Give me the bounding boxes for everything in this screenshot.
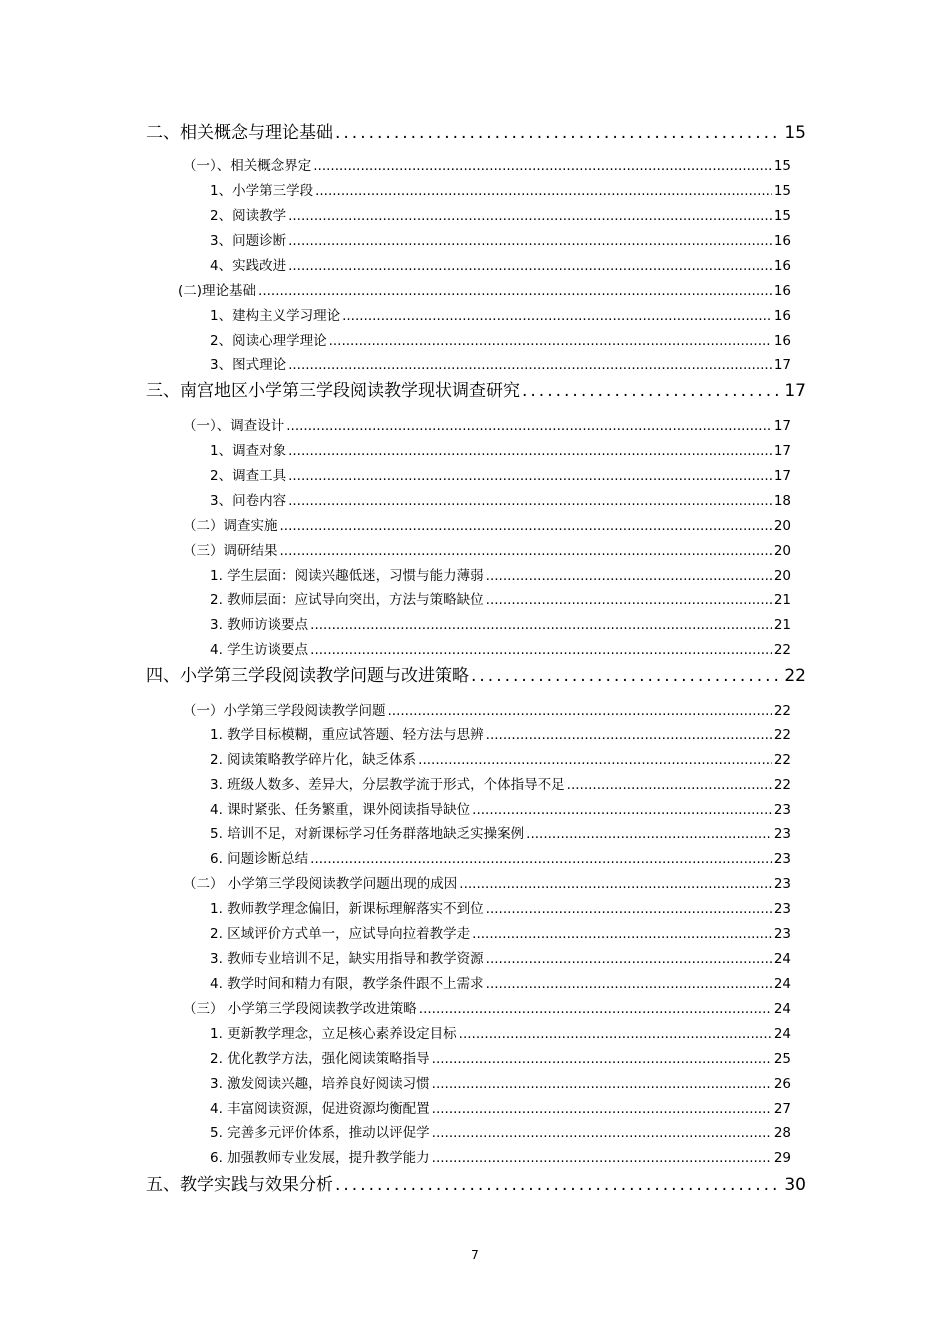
toc-entry[interactable]	[210, 1072, 791, 1092]
toc-entry-title: 2、阅读心理学理论	[210, 333, 327, 349]
toc-entry-page: 23	[773, 876, 791, 892]
toc-entry-page: 22	[773, 642, 791, 658]
toc-entry[interactable]	[146, 661, 806, 686]
toc-entry-page: 16	[773, 308, 791, 324]
toc-entry-title: （二）调查实施	[183, 518, 278, 534]
toc-entry[interactable]	[210, 1121, 791, 1141]
toc-entry[interactable]	[210, 748, 791, 768]
toc-entry-title: （一）、调查设计	[183, 418, 285, 434]
toc-entry[interactable]	[210, 564, 791, 584]
toc-entry[interactable]	[210, 847, 791, 867]
toc-entry-title: 4、实践改进	[210, 258, 287, 274]
toc-dot-leader	[472, 926, 772, 942]
toc-dot-leader	[310, 851, 772, 867]
toc-entry[interactable]	[146, 376, 806, 401]
toc-dot-leader	[329, 333, 772, 349]
toc-dot-leader	[288, 208, 772, 224]
toc-entry-page: 24	[773, 1001, 791, 1017]
toc-entry-page: 16	[773, 333, 791, 349]
toc-dot-leader	[486, 568, 772, 584]
toc-entry[interactable]	[210, 638, 791, 658]
toc-dot-leader	[310, 642, 772, 658]
toc-entry[interactable]	[210, 1022, 791, 1042]
toc-entry-title: 3. 班级人数多、差异大，分层教学流于形式，个体指导不足	[210, 777, 565, 793]
toc-entry[interactable]	[210, 329, 791, 349]
toc-entry-title: 1、建构主义学习理论	[210, 308, 341, 324]
toc-entry-title: （三）调研结果	[183, 543, 278, 559]
toc-entry[interactable]	[210, 897, 791, 917]
toc-entry[interactable]	[210, 464, 791, 484]
toc-entry-page: 17	[773, 357, 791, 373]
toc-entry-page: 23	[773, 901, 791, 917]
toc-dot-leader	[471, 666, 782, 686]
toc-entry[interactable]	[210, 613, 791, 633]
toc-dot-leader	[258, 283, 772, 299]
toc-entry-page: 25	[773, 1051, 791, 1067]
toc-entry-title: 五、教学实践与效果分析	[146, 1175, 333, 1195]
toc-dot-leader	[288, 493, 772, 509]
toc-entry-page: 24	[773, 976, 791, 992]
toc-entry-title: （一）、相关概念界定	[183, 158, 312, 174]
toc-dot-leader	[472, 802, 772, 818]
toc-dot-leader	[432, 1101, 772, 1117]
toc-entry-title: 4. 课时紧张、任务繁重，课外阅读指导缺位	[210, 802, 471, 818]
toc-entry-title: 1、调查对象	[210, 443, 287, 459]
toc-entry-page: 24	[773, 1026, 791, 1042]
toc-entry[interactable]	[210, 798, 791, 818]
toc-entry-title: 3、问卷内容	[210, 493, 287, 509]
toc-entry[interactable]	[210, 254, 791, 274]
toc-entry-page: 23	[773, 802, 791, 818]
toc-entry-page: 22	[773, 727, 791, 743]
toc-entry[interactable]	[210, 204, 791, 224]
toc-entry-title: 2、阅读教学	[210, 208, 287, 224]
toc-entry-title: 三、南宫地区小学第三学段阅读教学现状调查研究	[146, 381, 520, 401]
toc-entry[interactable]	[210, 822, 791, 842]
toc-entry-title: （三） 小学第三学段阅读教学改进策略	[183, 1001, 417, 1017]
toc-entry-title: 3、图式理论	[210, 357, 287, 373]
toc-entry-page: 20	[773, 543, 791, 559]
toc-dot-leader	[522, 381, 782, 401]
toc-entry-title: 3. 教师访谈要点	[210, 617, 309, 633]
toc-entry-page: 22	[773, 703, 791, 719]
toc-entry-title: 3. 教师专业培训不足，缺实用指导和教学资源	[210, 951, 484, 967]
toc-entry[interactable]	[210, 353, 791, 373]
toc-entry-page: 22	[784, 666, 806, 686]
toc-entry-title: 2. 区域评价方式单一，应试导向拉着教学走	[210, 926, 471, 942]
toc-entry[interactable]	[210, 588, 791, 608]
toc-entry[interactable]	[210, 229, 791, 249]
toc-entry[interactable]	[178, 279, 791, 299]
toc-entry[interactable]	[210, 723, 791, 743]
toc-entry[interactable]	[183, 997, 791, 1017]
toc-dot-leader	[419, 1001, 772, 1017]
toc-entry-title: 1. 更新教学理念，立足核心素养设定目标	[210, 1026, 457, 1042]
toc-entry-page: 23	[773, 851, 791, 867]
toc-entry[interactable]	[183, 414, 791, 434]
toc-entry-title: 3. 激发阅读兴趣，培养良好阅读习惯	[210, 1076, 430, 1092]
toc-entry-page: 16	[773, 283, 791, 299]
toc-entry-title: 1. 教学目标模糊，重应试答题、轻方法与思辨	[210, 727, 484, 743]
toc-entry[interactable]	[210, 1047, 791, 1067]
toc-entry-title: 2. 优化教学方法，强化阅读策略指导	[210, 1051, 430, 1067]
toc-dot-leader	[567, 777, 772, 793]
toc-dot-leader	[342, 308, 772, 324]
toc-dot-leader	[486, 976, 772, 992]
toc-entry[interactable]	[183, 872, 791, 892]
toc-dot-leader	[432, 1150, 772, 1166]
toc-entry-page: 29	[773, 1150, 791, 1166]
toc-entry-title: (二)理论基础	[178, 283, 257, 299]
toc-dot-leader	[315, 183, 772, 199]
toc-entry-page: 15	[773, 208, 791, 224]
toc-entry[interactable]	[183, 699, 791, 719]
toc-entry-title: 4. 教学时间和精力有限，教学条件跟不上需求	[210, 976, 484, 992]
toc-entry[interactable]	[146, 118, 806, 143]
toc-entry-page: 17	[773, 443, 791, 459]
toc-dot-leader	[286, 418, 772, 434]
toc-entry-page: 24	[773, 951, 791, 967]
toc-dot-leader	[526, 826, 772, 842]
toc-dot-leader	[288, 357, 772, 373]
toc-dot-leader	[459, 876, 772, 892]
toc-dot-leader	[486, 951, 772, 967]
toc-entry-title: 5. 培训不足，对新课标学习任务群落地缺乏实操案例	[210, 826, 525, 842]
toc-dot-leader	[459, 1026, 772, 1042]
toc-entry-title: 1、小学第三学段	[210, 183, 314, 199]
toc-entry-title: 二、相关概念与理论基础	[146, 123, 333, 143]
toc-entry-page: 16	[773, 233, 791, 249]
toc-entry[interactable]	[210, 773, 791, 793]
toc-entry-title: 2. 阅读策略教学碎片化，缺乏体系	[210, 752, 417, 768]
toc-entry-page: 27	[773, 1101, 791, 1117]
toc-entry-page: 15	[773, 183, 791, 199]
toc-entry[interactable]	[183, 154, 791, 174]
toc-entry-title: 4. 学生访谈要点	[210, 642, 309, 658]
toc-dot-leader	[432, 1076, 772, 1092]
toc-entry-title: 5. 完善多元评价体系，推动以评促学	[210, 1125, 430, 1141]
toc-entry-page: 17	[773, 418, 791, 434]
toc-entry-page: 23	[773, 926, 791, 942]
toc-entry-page: 17	[784, 381, 806, 401]
toc-entry[interactable]	[210, 1097, 791, 1117]
toc-dot-leader	[418, 752, 772, 768]
toc-entry-page: 15	[784, 123, 806, 143]
toc-entry[interactable]	[210, 1146, 791, 1166]
toc-dot-leader	[335, 123, 782, 143]
toc-entry-page: 21	[773, 617, 791, 633]
toc-entry-page: 22	[773, 752, 791, 768]
toc-dot-leader	[288, 258, 772, 274]
toc-entry-page: 22	[773, 777, 791, 793]
toc-entry[interactable]	[210, 304, 791, 324]
toc-dot-leader	[432, 1125, 772, 1141]
toc-entry-title: 4. 丰富阅读资源，促进资源均衡配置	[210, 1101, 430, 1117]
toc-dot-leader	[486, 727, 772, 743]
toc-dot-leader	[288, 233, 772, 249]
page-number: 7	[471, 1248, 479, 1262]
toc-dot-leader	[388, 703, 772, 719]
toc-entry[interactable]	[210, 922, 791, 942]
toc-entry-title: 四、小学第三学段阅读教学问题与改进策略	[146, 666, 469, 686]
toc-dot-leader	[288, 468, 772, 484]
toc-dot-leader	[432, 1051, 772, 1067]
toc-dot-leader	[313, 158, 772, 174]
toc-entry-title: 2. 教师层面：应试导向突出，方法与策略缺位	[210, 592, 484, 608]
toc-entry-title: 1. 教师教学理念偏旧，新课标理解落实不到位	[210, 901, 484, 917]
toc-entry[interactable]	[183, 539, 791, 559]
toc-entry-page: 26	[773, 1076, 791, 1092]
toc-entry[interactable]	[210, 439, 791, 459]
toc-entry-page: 20	[773, 518, 791, 534]
toc-dot-leader	[280, 543, 772, 559]
toc-entry-page: 23	[773, 826, 791, 842]
toc-entry-page: 20	[773, 568, 791, 584]
toc-dot-leader	[486, 592, 772, 608]
toc-entry[interactable]	[146, 1170, 806, 1195]
toc-entry-title: 6. 加强教师专业发展，提升教学能力	[210, 1150, 430, 1166]
toc-dot-leader	[280, 518, 772, 534]
toc-entry-title: 1. 学生层面：阅读兴趣低迷，习惯与能力薄弱	[210, 568, 484, 584]
toc-dot-leader	[486, 901, 772, 917]
toc-entry-page: 17	[773, 468, 791, 484]
toc-entry-page: 30	[784, 1175, 806, 1195]
toc-entry[interactable]	[183, 514, 791, 534]
toc-entry-title: 6. 问题诊断总结	[210, 851, 309, 867]
toc-entry[interactable]	[210, 972, 791, 992]
toc-entry-title: （二） 小学第三学段阅读教学问题出现的成因	[183, 876, 458, 892]
toc-entry-page: 28	[773, 1125, 791, 1141]
toc-dot-leader	[310, 617, 772, 633]
toc-entry-page: 16	[773, 258, 791, 274]
toc-entry-page: 21	[773, 592, 791, 608]
toc-entry[interactable]	[210, 179, 791, 199]
toc-entry-title: 2、调查工具	[210, 468, 287, 484]
toc-dot-leader	[288, 443, 772, 459]
toc-entry[interactable]	[210, 947, 791, 967]
toc-entry[interactable]	[210, 489, 791, 509]
toc-entry-page: 18	[773, 493, 791, 509]
toc-dot-leader	[335, 1175, 782, 1195]
toc-entry-title: 3、问题诊断	[210, 233, 287, 249]
toc-entry-page: 15	[773, 158, 791, 174]
toc-entry-title: （一）小学第三学段阅读教学问题	[183, 703, 386, 719]
